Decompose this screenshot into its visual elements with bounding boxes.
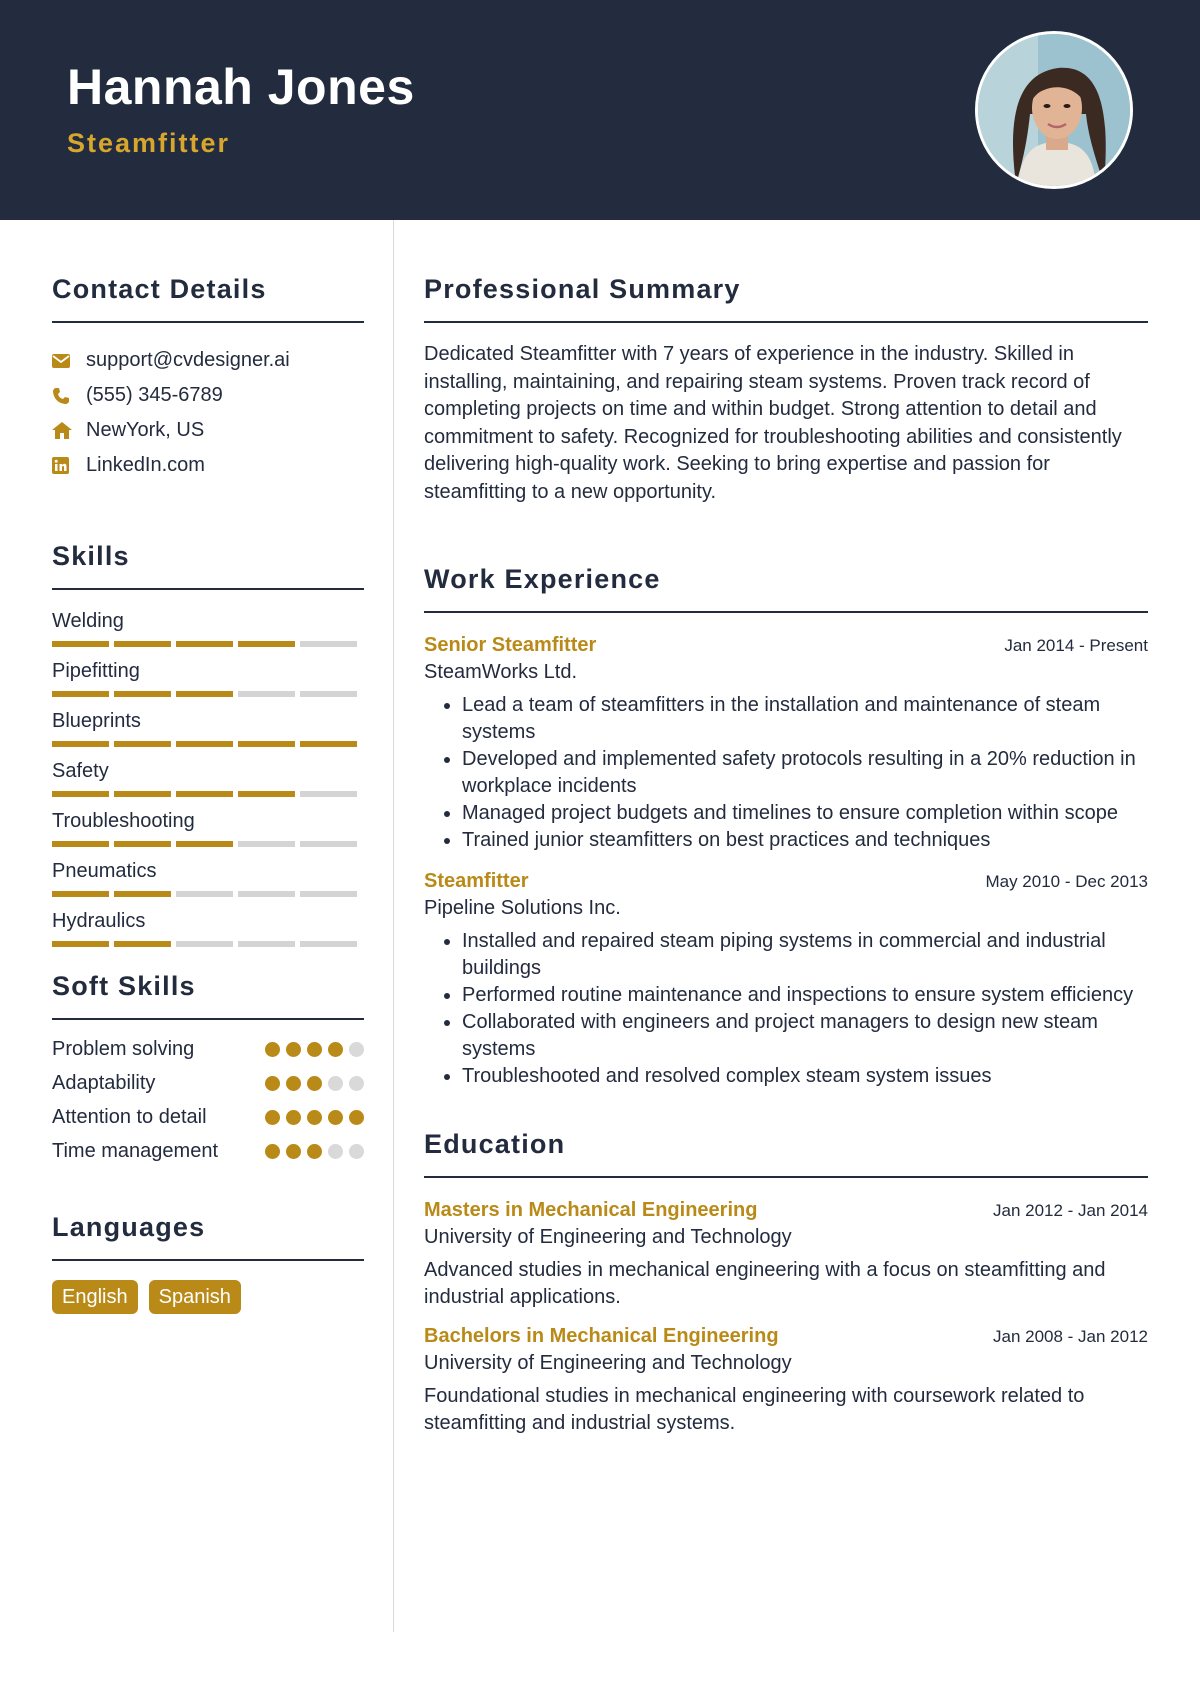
skill-bar-filled <box>52 841 109 847</box>
soft-skill-name: Problem solving <box>52 1038 195 1060</box>
rating-dot-filled <box>265 1144 280 1159</box>
soft-skills-title: Soft Skills <box>52 971 196 1001</box>
rating-dot-filled <box>265 1110 280 1125</box>
languages-title: Languages <box>52 1212 206 1242</box>
soft-skill-dots <box>265 1144 364 1159</box>
languages-rule <box>52 1259 364 1261</box>
candidate-role: Steamfitter <box>67 128 231 158</box>
skill-bar-filled <box>114 691 171 697</box>
contact-email-text: support@cvdesigner.ai <box>86 349 290 371</box>
soft-skill-row <box>52 1070 364 1097</box>
home-icon <box>52 420 86 442</box>
skill-bar-filled <box>176 641 233 647</box>
skill-level-bars <box>52 891 364 897</box>
skill-bar-empty <box>300 691 357 697</box>
job-company: SteamWorks Ltd. <box>424 661 578 683</box>
skill-bar-empty <box>238 891 295 897</box>
job-header <box>424 868 1148 895</box>
skill-level-bars <box>52 691 364 697</box>
skill-bar-filled <box>114 741 171 747</box>
profile-photo <box>975 31 1133 189</box>
skill-bar-empty <box>300 941 357 947</box>
education-list <box>424 1197 1148 1437</box>
skill-bar-empty <box>300 891 357 897</box>
resume-header <box>0 0 1200 220</box>
soft-skill-dots <box>265 1110 364 1125</box>
job-bullets <box>424 692 1148 854</box>
job-entry <box>424 632 1148 854</box>
skills-rule <box>52 588 364 590</box>
education-degree: Bachelors in Mechanical Engineering <box>424 1325 779 1347</box>
rating-dot-filled <box>307 1076 322 1091</box>
job-bullet: • Troubleshooted and resolved complex steam system issues <box>462 1063 1148 1090</box>
left-column <box>52 220 364 1314</box>
job-bullet: • Developed and implemented safety protocols resulting in a 20% reduction in workplace incidents <box>462 746 1148 800</box>
education-school: University of Engineering and Technology <box>424 1352 792 1374</box>
skill-bar-empty <box>238 841 295 847</box>
education-description: Advanced studies in mechanical engineering with a focus on steamfitting and industrial applications. <box>424 1259 1106 1308</box>
job-title: Steamfitter <box>424 870 529 892</box>
soft-skill-name: Adaptability <box>52 1072 156 1094</box>
skill-bar-filled <box>52 691 109 697</box>
skill-bar-filled <box>238 741 295 747</box>
rating-dot-filled <box>307 1110 322 1125</box>
skill-bar-filled <box>176 791 233 797</box>
job-bullet: • Collaborated with engineers and project managers to design new steam systems <box>462 1009 1148 1063</box>
rating-dot-filled <box>307 1042 322 1057</box>
skill-bar-filled <box>52 641 109 647</box>
education-title: Education <box>424 1129 566 1159</box>
summary-section <box>424 273 1148 506</box>
skill-name: Welding <box>52 610 124 632</box>
skill-bar-filled <box>114 941 171 947</box>
rating-dot-empty <box>349 1076 364 1091</box>
soft-skill-row <box>52 1138 364 1165</box>
education-section <box>424 1128 1148 1437</box>
soft-skills-list <box>52 1036 364 1165</box>
rating-dot-filled <box>265 1042 280 1057</box>
language-tag: Spanish <box>149 1280 241 1314</box>
rating-dot-filled <box>286 1076 301 1091</box>
rating-dot-filled <box>286 1110 301 1125</box>
rating-dot-filled <box>328 1110 343 1125</box>
summary-text: Dedicated Steamfitter with 7 years of experience in the industry. Skilled in installing, maintaining, and repairing steam systems. Proven track record of completing projects on time and within budget. Strong attention to detail and commitment to safety. Recognized for troubleshooting abilities and consistently delivering high-quality work. Seeking to bring expertise and passion for steamfitting to a new opportunity. <box>424 343 1122 503</box>
soft-skill-row <box>52 1104 364 1131</box>
contact-email[interactable] <box>52 343 364 378</box>
profile-photo-image <box>978 34 1133 189</box>
skill-bar-empty <box>300 791 357 797</box>
education-degree: Masters in Mechanical Engineering <box>424 1199 758 1221</box>
experience-section <box>424 563 1148 1090</box>
skill-level-bars <box>52 791 364 797</box>
education-header <box>424 1197 1148 1224</box>
contact-section <box>52 273 364 483</box>
skill-name: Blueprints <box>52 710 141 732</box>
education-header <box>424 1323 1148 1350</box>
skill-bar-filled <box>176 741 233 747</box>
education-entry <box>424 1197 1148 1311</box>
jobs-list <box>424 632 1148 1090</box>
rating-dot-empty <box>349 1042 364 1057</box>
contact-phone-text: (555) 345-6789 <box>86 384 223 406</box>
rating-dot-empty <box>328 1076 343 1091</box>
skill-bar-filled <box>114 641 171 647</box>
contact-title: Contact Details <box>52 274 267 304</box>
experience-title: Work Experience <box>424 564 661 594</box>
skill-bar-filled <box>52 941 109 947</box>
job-date: Jan 2014 - Present <box>1004 636 1148 655</box>
skill-bar-empty <box>238 691 295 697</box>
education-school: University of Engineering and Technology <box>424 1226 792 1248</box>
skill-bar-filled <box>52 791 109 797</box>
job-date: May 2010 - Dec 2013 <box>985 872 1148 891</box>
skill-bar-empty <box>176 941 233 947</box>
column-divider <box>393 220 394 1632</box>
education-description: Foundational studies in mechanical engineering with coursework related to steamfitting and industrial systems. <box>424 1385 1085 1434</box>
skill-bar-filled <box>238 641 295 647</box>
skill-name: Pneumatics <box>52 860 157 882</box>
skill-bar-filled <box>176 691 233 697</box>
soft-skill-name: Attention to detail <box>52 1106 207 1128</box>
contact-linkedin[interactable] <box>52 448 364 483</box>
candidate-name: Hannah Jones <box>67 59 415 115</box>
skills-section <box>52 540 364 947</box>
contact-list <box>52 343 364 483</box>
job-entry <box>424 868 1148 1090</box>
contact-location <box>52 413 364 448</box>
soft-skill-dots <box>265 1042 364 1057</box>
soft-skills-section <box>52 970 364 1165</box>
contact-phone[interactable] <box>52 378 364 413</box>
skill-bar-filled <box>52 741 109 747</box>
job-bullet: • Performed routine maintenance and inspections to ensure system efficiency <box>462 982 1148 1009</box>
job-bullet: • Trained junior steamfitters on best practices and techniques <box>462 827 1148 854</box>
skill-name: Troubleshooting <box>52 810 195 832</box>
skill-level-bars <box>52 741 364 747</box>
rating-dot-filled <box>349 1110 364 1125</box>
phone-icon <box>52 385 86 407</box>
skill-bar-filled <box>114 841 171 847</box>
skill-bar-filled <box>238 791 295 797</box>
rating-dot-filled <box>307 1144 322 1159</box>
skill-bar-empty <box>238 941 295 947</box>
job-title: Senior Steamfitter <box>424 634 597 656</box>
rating-dot-filled <box>328 1042 343 1057</box>
envelope-icon <box>52 350 86 372</box>
skills-list <box>52 608 364 947</box>
job-bullet: • Managed project budgets and timelines to ensure completion within scope <box>462 800 1148 827</box>
skill-bar-filled <box>52 891 109 897</box>
skill-level-bars <box>52 841 364 847</box>
language-tag: English <box>52 1280 138 1314</box>
skill-level-bars <box>52 941 364 947</box>
job-bullet: • Lead a team of steamfitters in the installation and maintenance of steam systems <box>462 692 1148 746</box>
skills-title: Skills <box>52 541 130 571</box>
languages-section <box>52 1211 364 1314</box>
skill-name: Hydraulics <box>52 910 146 932</box>
skill-bar-empty <box>176 891 233 897</box>
rating-dot-filled <box>265 1076 280 1091</box>
rating-dot-filled <box>286 1144 301 1159</box>
experience-rule <box>424 611 1148 613</box>
skill-level-bars <box>52 641 364 647</box>
contact-location-text: NewYork, US <box>86 419 205 441</box>
right-column <box>424 220 1148 1437</box>
soft-skill-row <box>52 1036 364 1063</box>
skill-name: Safety <box>52 760 109 782</box>
skill-name: Pipefitting <box>52 660 140 682</box>
skill-bar-empty <box>300 841 357 847</box>
job-bullet: • Installed and repaired steam piping systems in commercial and industrial buildings <box>462 928 1148 982</box>
education-entry <box>424 1323 1148 1437</box>
job-header <box>424 632 1148 659</box>
skill-bar-filled <box>300 741 357 747</box>
rating-dot-filled <box>286 1042 301 1057</box>
summary-title: Professional Summary <box>424 274 741 304</box>
job-company: Pipeline Solutions Inc. <box>424 897 621 919</box>
skill-bar-filled <box>114 791 171 797</box>
soft-skill-name: Time management <box>52 1140 218 1162</box>
rating-dot-empty <box>349 1144 364 1159</box>
education-rule <box>424 1176 1148 1178</box>
summary-rule <box>424 321 1148 323</box>
soft-skills-rule <box>52 1018 364 1020</box>
rating-dot-empty <box>328 1144 343 1159</box>
education-date: Jan 2008 - Jan 2012 <box>992 1327 1148 1346</box>
linkedin-icon <box>52 455 86 477</box>
skill-bar-filled <box>176 841 233 847</box>
skill-bar-filled <box>114 891 171 897</box>
soft-skill-dots <box>265 1076 364 1091</box>
education-date: Jan 2012 - Jan 2014 <box>992 1201 1148 1220</box>
contact-linkedin-text: LinkedIn.com <box>86 454 205 476</box>
job-bullets <box>424 928 1148 1090</box>
skill-bar-empty <box>300 641 357 647</box>
languages-list <box>52 1280 364 1314</box>
contact-rule <box>52 321 364 323</box>
